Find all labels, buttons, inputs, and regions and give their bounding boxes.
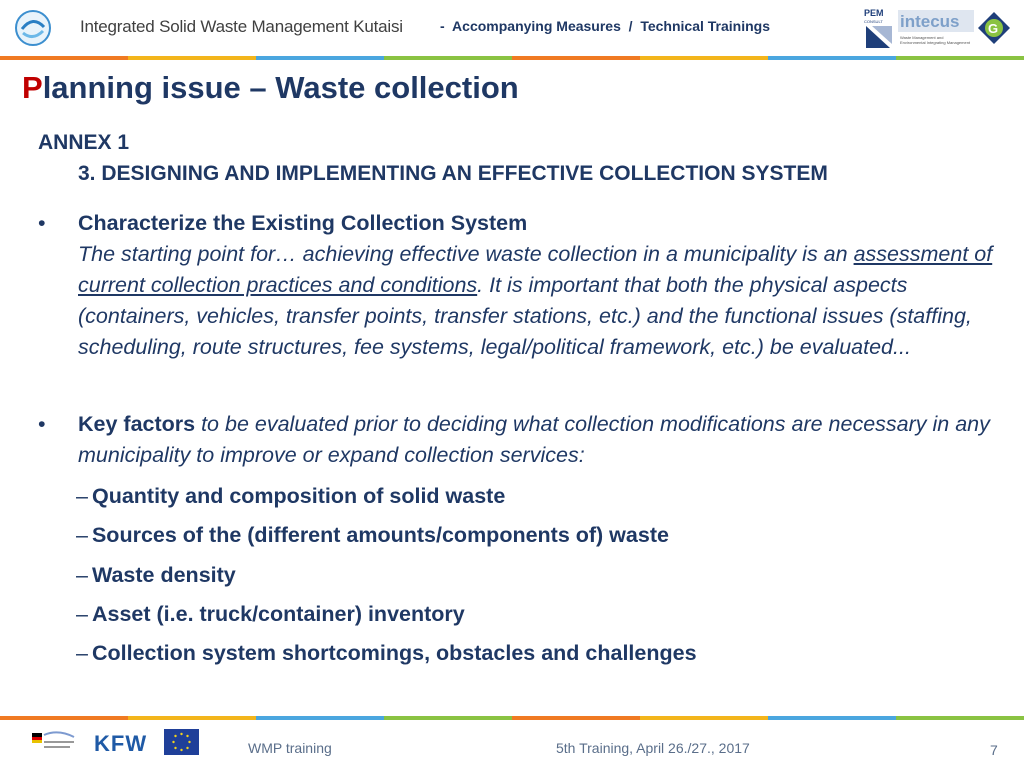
eu-flag-icon (164, 729, 199, 755)
list-item (76, 560, 697, 599)
project-logo-icon (14, 9, 52, 47)
list-item (76, 481, 697, 520)
list-item-label: Quantity and composition of solid waste (91, 484, 506, 508)
list-item (76, 520, 697, 559)
title-first-letter: P (22, 70, 43, 105)
color-bar-segment (384, 56, 512, 60)
list-item-label: Sources of the (different amounts/components of) waste (91, 523, 669, 548)
color-bar-segment (128, 56, 256, 60)
intecus-logo: intecus (900, 12, 960, 31)
bullet-text (78, 208, 1008, 363)
list-item-label: Waste density (91, 562, 236, 587)
color-bar-segment (640, 56, 768, 60)
dash-icon: – (76, 523, 88, 548)
slide-header (0, 0, 1024, 56)
list-item-label: Asset (i.e. truck/container) inventory (91, 601, 465, 626)
color-bar-segment (256, 56, 384, 60)
color-bar-segment (512, 56, 640, 60)
color-bar-segment (0, 56, 128, 60)
footer-date: 5th Training, April 26./27., 2017 (556, 740, 750, 756)
annex-label: ANNEX 1 (38, 131, 130, 154)
dash-icon: – (76, 562, 88, 587)
color-bar-segment (768, 56, 896, 60)
page-number: 7 (990, 742, 998, 758)
breadcrumb-separator: - (440, 18, 445, 34)
bullet-body-a: The starting point for… achieving effective waste collection in a municipality is an (78, 242, 854, 266)
top-color-bar (0, 56, 1024, 60)
slide-title (22, 70, 519, 106)
partner-logos (862, 6, 1014, 50)
georgian-ministry-logo-icon (28, 727, 78, 759)
footer-training-name: WMP training (248, 740, 332, 756)
app-title: Integrated Solid Waste Management Kutaisi (80, 17, 403, 36)
bullet-text (78, 409, 1008, 471)
list-item-label: Collection system shortcomings, obstacles and challenges (91, 641, 697, 666)
bullet-dot-icon: • (38, 211, 46, 235)
kfw-logo: KFW (94, 731, 148, 756)
bullet-body-underlined: assessment of current collection practices and conditions (78, 242, 993, 297)
pem-consult-logo: PEM (864, 8, 884, 18)
bullet-key-factors (38, 409, 1008, 475)
slide-footer (0, 720, 1024, 768)
title-text: lanning issue – Waste collection (42, 70, 519, 105)
svg-text:CONSULT: CONSULT (864, 19, 883, 24)
section-heading: 3. DESIGNING AND IMPLEMENTING AN EFFECTIVE COLLECTION SYSTEM (78, 162, 828, 185)
key-factors-label: Key factors (78, 412, 196, 436)
factors-list (76, 481, 697, 677)
dash-icon: – (76, 641, 88, 666)
bullet-title: Characterize the Existing Collection System (78, 211, 528, 235)
breadcrumb-text: Accompanying Measures / Technical Trainings (452, 18, 770, 34)
bullet-body-b: . It is important that both the physical aspects (containers, vehicles, transfer points, transfer stations, etc.) and the functional issues (staffing, scheduling, route structures, fee systems, legal/political framework, etc.) be evaluated... (78, 273, 972, 359)
bullet-dot-icon: • (38, 412, 46, 436)
breadcrumb (440, 18, 774, 34)
key-factors-body: to be evaluated prior to deciding what collection modifications are necessary in any municipality to improve or expand collection services: (78, 412, 990, 467)
dash-icon: – (76, 601, 88, 626)
bullet-existing-system (38, 208, 1008, 398)
list-item (76, 638, 697, 677)
svg-text:Environmental Integrating Mana: Environmental Integrating Management (900, 40, 971, 45)
dash-icon: – (76, 484, 88, 508)
list-item (76, 599, 697, 638)
svg-text:Waste Management and: Waste Management and (900, 35, 944, 40)
color-bar-segment (896, 56, 1024, 60)
svg-text:G: G (988, 21, 999, 36)
